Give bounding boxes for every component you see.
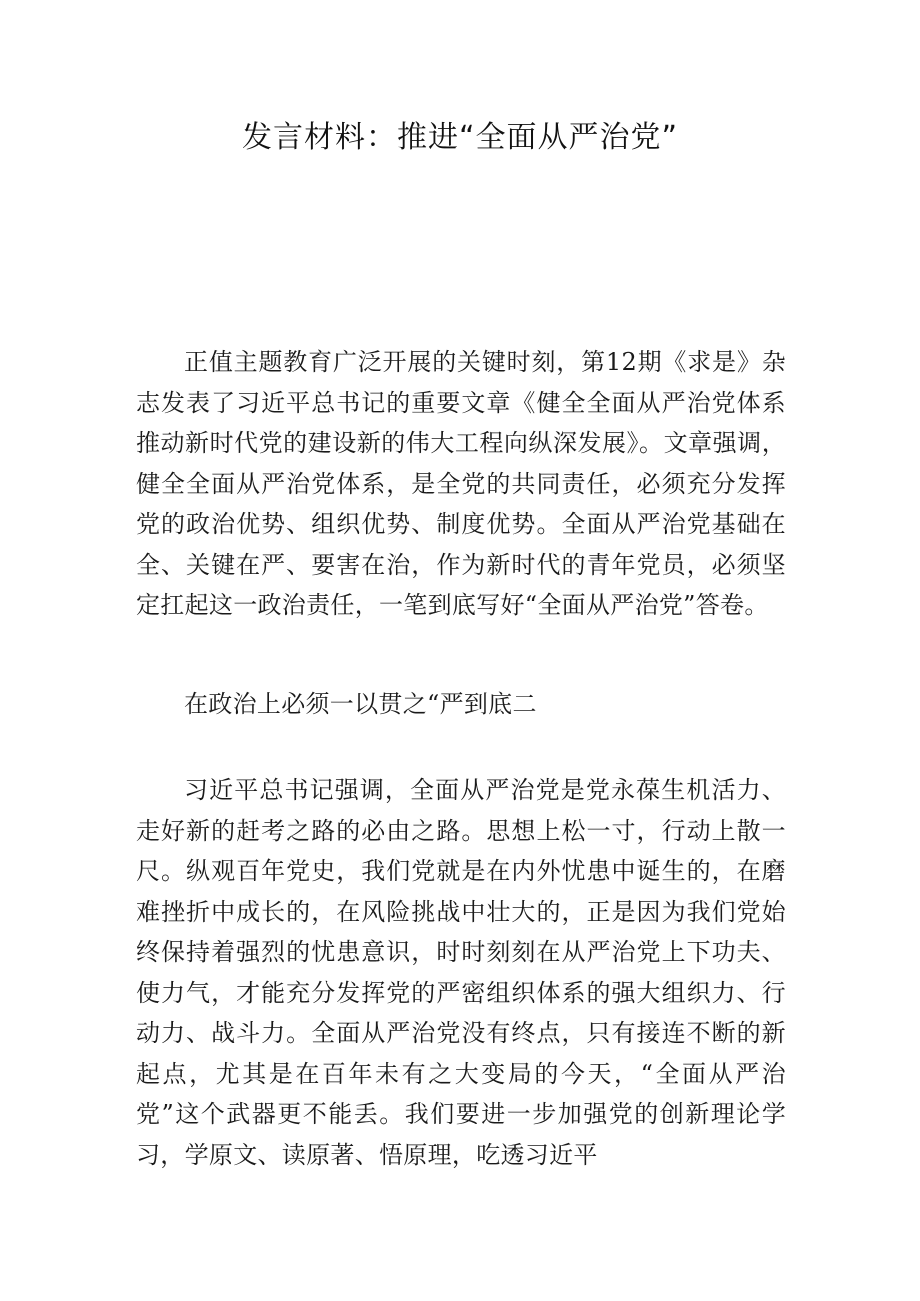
section-heading: 在政治上必须一以贯之“严到底二 [184, 690, 537, 718]
paragraph-intro: 正值主题教育广泛开展的关键时刻，第12期《求是》杂志发表了习近平总书记的重要文章《健全全面从严治党体系推动新时代党的建设新的伟大工程向纵深发展》。文章强调，健全全面从严治党体系，是全党的共同责任，必须充分发挥党的政治优势、组织优势、制度优势。全面从严治党基础在全、关键在严、要害在治，作为新时代的青年党员，必须坚定扛起这一政治责任，一笔到底写好“全面从严治党”答卷。 [136, 348, 786, 619]
document-title: 发言材料：推进“全面从严治党” [241, 120, 679, 155]
paragraph-body: 习近平总书记强调，全面从严治党是党永葆生机活力、走好新的赶考之路的必由之路。思想上松一寸，行动上散一尺。纵观百年党史，我们党就是在内外忧患中诞生的，在磨难挫折中成长的，在风险挑战中壮大的，正是因为我们党始终保持着强烈的忧患意识，时时刻刻在从严治党上下功夫、使力气，才能充分发挥党的严密组织体系的强大组织力、行动力、战斗力。全面从严治党没有终点，只有接连不断的新起点，尤其是在百年未有之大变局的今天，“全面从严治党”这个武器更不能丢。我们要进一步加强党的创新理论学习，学原文、读原著、悟原理，吃透习近平 [136, 776, 786, 1169]
